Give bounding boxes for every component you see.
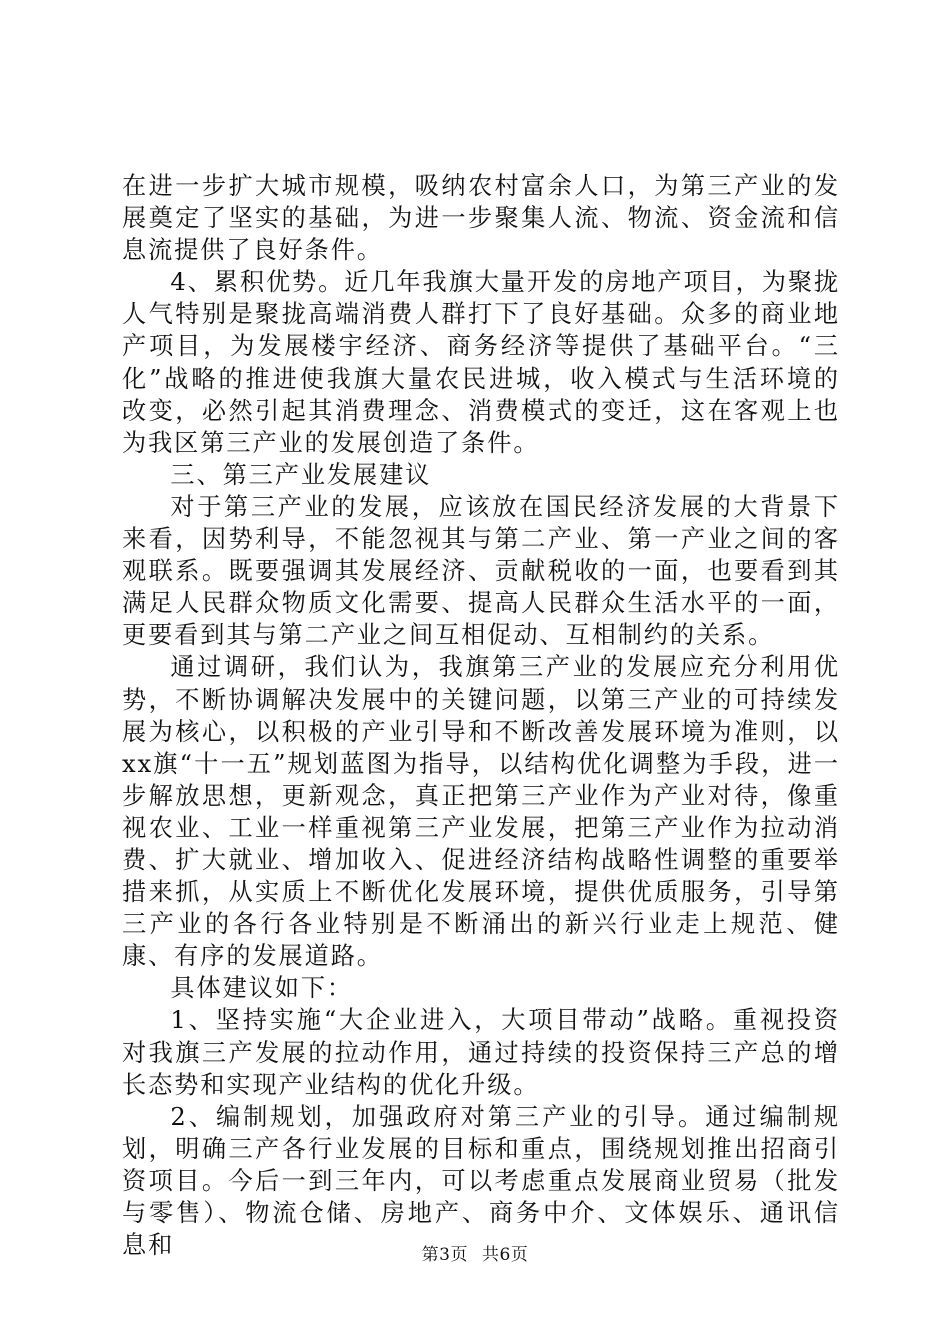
paragraph: 4、累积优势。近几年我旗大量开发的房地产项目，为聚拢人气特别是聚拢高端消费人群打下了良好基础。众多的商业地产项目，为发展楼宇经济、商务经济等提供了基础平台。“三化”战略的推进使我旗大量农民进城，收入模式与生活环境的改变，必然引起其消费理念、消费模式的变迁，这在客观上也为我区第三产业的发展创造了条件。: [122, 268, 840, 457]
paragraph: 具体建议如下：: [170, 974, 354, 1003]
paragraph: 1、坚持实施“大企业进入，大项目带动”战略。重视投资对我旗三产发展的拉动作用，通过持续的投资保持三产总的增长态势和实现产业结构的优化升级。: [122, 1006, 840, 1099]
paragraph: 对于第三产业的发展，应该放在国民经济发展的大背景下来看，因势利导，不能忽视其与第二产业、第一产业之间的客观联系。既要强调其发展经济、贡献税收的一面，也要看到其满足人民群众物质文化需要、提高人民群众生活水平的一面，更要看到其与第二产业之间互相促动、互相制约的关系。: [122, 492, 840, 650]
page-total: 共6页: [482, 1245, 529, 1265]
paragraph: 在进一步扩大城市规模，吸纳农村富余人口，为第三产业的发展奠定了坚实的基础，为进一步聚集人流、物流、资金流和信息流提供了良好条件。: [122, 172, 840, 265]
paragraph: 通过调研，我们认为，我旗第三产业的发展应充分利用优势，不断协调解决发展中的关键问题，以第三产业的可持续发展为核心，以积极的产业引导和不断改善发展环境为准则，以xx旗“十一五”规划蓝图为指导，以结构优化调整为手段，进一步解放思想，更新观念，真正把第三产业作为产业对待，像重视农业、工业一样重视第三产业发展，把第三产业作为拉动消费、扩大就业、增加收入、促进经济结构战略性调整的重要举措来抓，从实质上不断优化发展环境，提供优质服务，引导第三产业的各行各业特别是不断涌出的新兴行业走上规范、健康、有序的发展道路。: [122, 653, 840, 971]
page-footer: [0, 1240, 950, 1265]
paragraph: 2、编制规划，加强政府对第三产业的引导。通过编制规划，明确三产各行业发展的目标和重点，围绕规划推出招商引资项目。今后一到三年内，可以考虑重点发展商业贸易（批发与零售）、物流仓储、房地产、商务中介、文体娱乐、通讯信息和: [122, 1102, 840, 1260]
section-heading: 三、第三产业发展建议: [170, 460, 432, 489]
document-body: [122, 170, 840, 1261]
page-number: 第3页: [421, 1245, 468, 1265]
